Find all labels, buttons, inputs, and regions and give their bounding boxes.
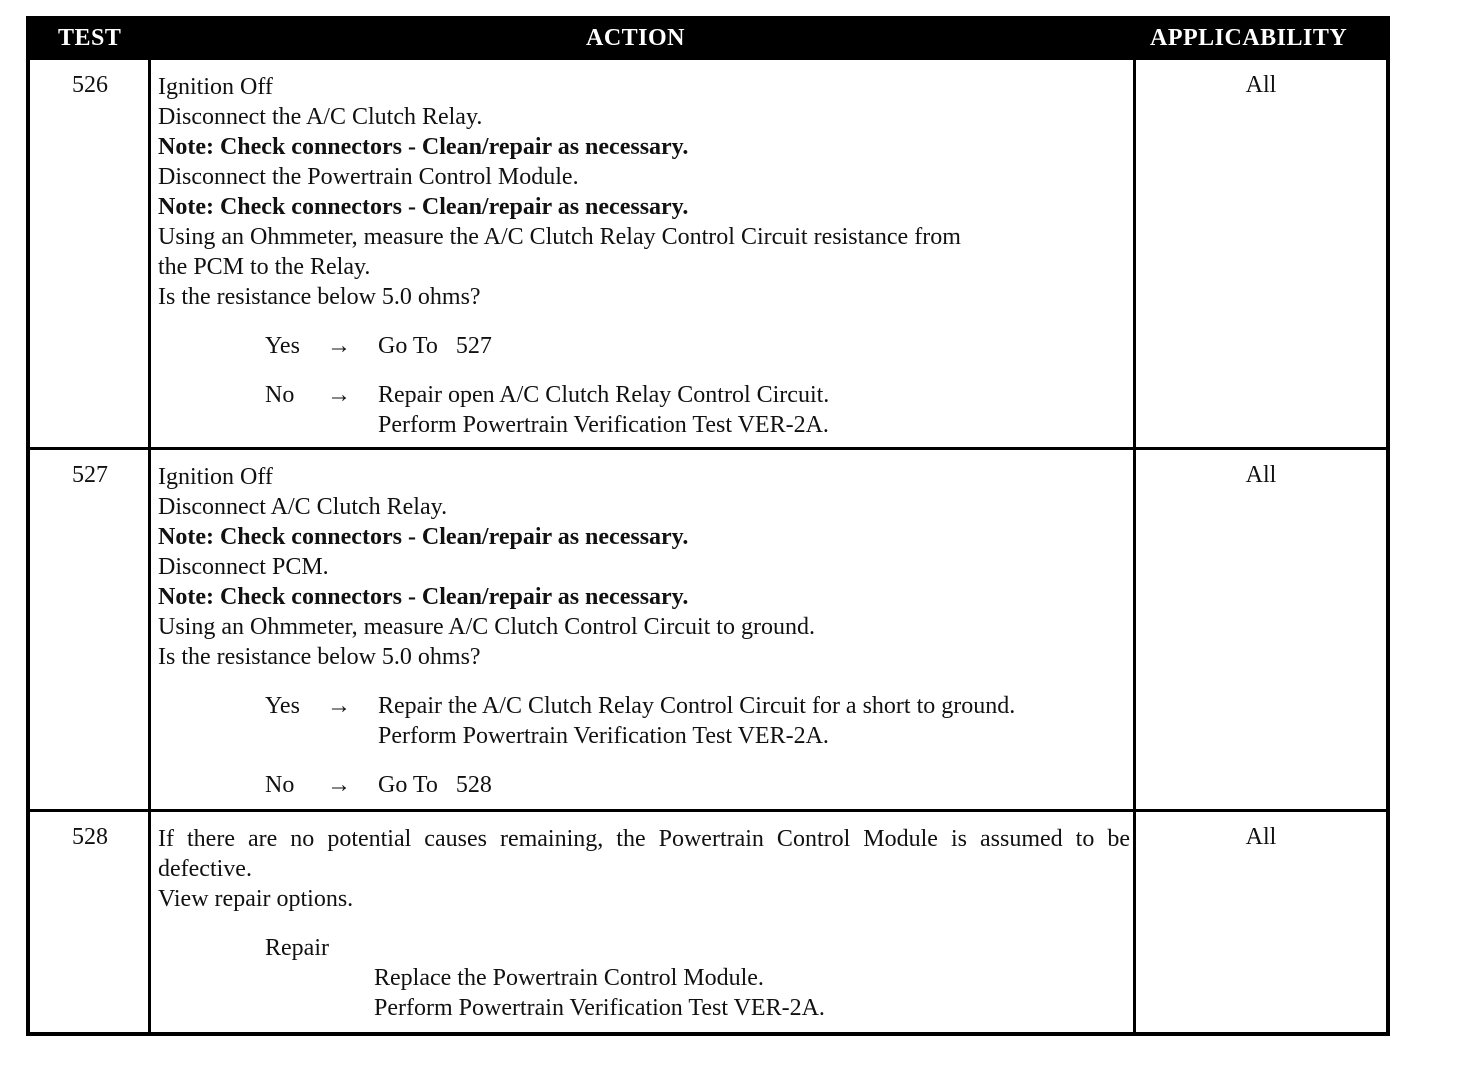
note-text: Note: Check connectors - Clean/repair as necessary. <box>158 584 689 610</box>
test-number: 526 <box>72 72 108 98</box>
action-cell <box>158 72 1130 440</box>
yes-result-continued: Perform Powertrain Verification Test VER-2A. <box>378 723 829 749</box>
no-result: Repair open A/C Clutch Relay Control Circuit. <box>378 382 830 408</box>
header-test: TEST <box>58 25 122 51</box>
yes-branch <box>158 331 1130 361</box>
applicability-value: All <box>1245 72 1277 98</box>
no-result-continued: Perform Powertrain Verification Test VER-2A. <box>378 412 829 438</box>
table-row-528 <box>30 812 1386 1036</box>
yes-branch <box>158 691 1130 721</box>
step-text: Ignition Off <box>158 74 273 100</box>
step-text: Using an Ohmmeter, measure A/C Clutch Control Circuit to ground. <box>158 614 815 640</box>
table-row-527 <box>30 450 1386 809</box>
test-number: 527 <box>72 462 108 488</box>
no-label: No <box>265 382 295 408</box>
diagnostic-table <box>26 16 1390 1036</box>
note-text: Note: Check connectors - Clean/repair as necessary. <box>158 194 689 220</box>
test-number: 528 <box>72 824 108 850</box>
note-text: Note: Check connectors - Clean/repair as necessary. <box>158 524 689 550</box>
arrow-icon: → <box>327 382 351 408</box>
arrow-icon: → <box>327 333 351 359</box>
step-text: Disconnect PCM. <box>158 554 329 580</box>
yes-result: Repair the A/C Clutch Relay Control Circuit for a short to ground. <box>378 693 1016 719</box>
action-cell <box>158 462 1130 800</box>
arrow-icon: → <box>327 693 351 719</box>
repair-label: Repair <box>265 935 329 961</box>
no-result: Go To 528 <box>378 772 492 798</box>
step-text: the PCM to the Relay. <box>158 254 371 280</box>
step-text: Disconnect the A/C Clutch Relay. <box>158 104 483 130</box>
question-text: Is the resistance below 5.0 ohms? <box>158 284 481 310</box>
no-branch <box>158 380 1130 410</box>
applicability-value: All <box>1245 462 1277 488</box>
arrow-icon: → <box>327 772 351 798</box>
step-text: Ignition Off <box>158 464 273 490</box>
table-row-526 <box>30 60 1386 447</box>
note-text: Note: Check connectors - Clean/repair as necessary. <box>158 134 689 160</box>
action-cell <box>158 824 1130 1023</box>
paragraph-text: If there are no potential causes remaining, the Powertrain Control Module is assumed to be defective. <box>158 826 1130 882</box>
step-text: View repair options. <box>158 886 354 912</box>
step-text: Using an Ohmmeter, measure the A/C Clutch Relay Control Circuit resistance from <box>158 224 961 250</box>
step-text: Disconnect the Powertrain Control Module. <box>158 164 579 190</box>
repair-step: Replace the Powertrain Control Module. <box>374 965 764 991</box>
header-applicability: APPLICABILITY <box>1150 25 1348 51</box>
table-header <box>30 20 1386 60</box>
step-text: Disconnect A/C Clutch Relay. <box>158 494 448 520</box>
no-label: No <box>265 772 295 798</box>
applicability-value: All <box>1245 824 1277 850</box>
yes-label: Yes <box>265 693 300 719</box>
yes-label: Yes <box>265 333 300 359</box>
header-action: ACTION <box>586 25 686 51</box>
no-branch <box>158 770 1130 800</box>
question-text: Is the resistance below 5.0 ohms? <box>158 644 481 670</box>
yes-result: Go To 527 <box>378 333 492 359</box>
repair-step: Perform Powertrain Verification Test VER-2A. <box>374 995 825 1021</box>
